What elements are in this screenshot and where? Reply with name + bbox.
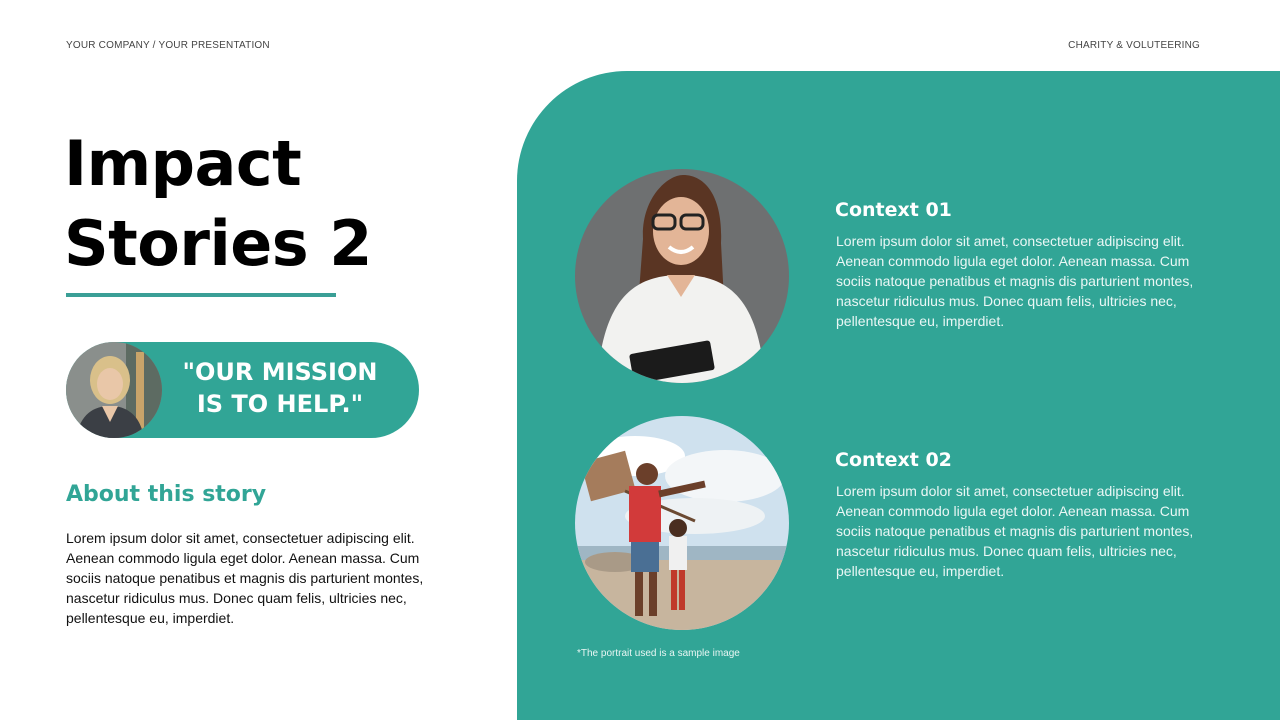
header-topic: CHARITY & VOLUTEERING xyxy=(1068,40,1200,51)
mission-line-1: "OUR MISSION xyxy=(182,358,378,386)
page-title xyxy=(64,124,494,284)
header-company: YOUR COMPANY / YOUR PRESENTATION xyxy=(66,40,270,51)
mission-line-2: IS TO HELP." xyxy=(196,390,364,418)
context-01-heading: Context 01 xyxy=(835,199,952,221)
title-line-2: Stories 2 xyxy=(64,207,372,280)
context-02-heading: Context 02 xyxy=(835,449,952,471)
portrait-woman-image xyxy=(575,169,789,383)
context-01-body: Lorem ipsum dolor sit amet, consectetuer adipiscing elit. Aenean commodo ligula eget dolor. Aenean massa. Cum sociis natoque penatibus et magnis dis parturient montes, nascetur ridiculus mus. Donec quam felis, ultricies nec, pellentesque eu, imperdiet. xyxy=(836,233,1194,329)
beach-volunteers-image xyxy=(575,416,789,630)
image-footnote: *The portrait used is a sample image xyxy=(577,648,740,659)
mission-quote xyxy=(160,356,400,420)
about-heading: About this story xyxy=(66,482,267,507)
about-body: Lorem ipsum dolor sit amet, consectetuer adipiscing elit. Aenean commodo ligula eget dolor. Aenean massa. Cum sociis natoque penatibus et magnis dis parturient montes, nascetur ridiculus mus. Donec quam felis, ultricies nec, pellentesque eu, imperdiet. xyxy=(66,530,424,626)
context-02-body: Lorem ipsum dolor sit amet, consectetuer adipiscing elit. Aenean commodo ligula eget dolor. Aenean massa. Cum sociis natoque penatibus et magnis dis parturient montes, nascetur ridiculus mus. Donec quam felis, ultricies nec, pellentesque eu, imperdiet. xyxy=(836,483,1194,579)
avatar xyxy=(66,342,162,438)
title-line-1: Impact xyxy=(64,127,302,200)
title-divider xyxy=(66,293,336,297)
teal-panel xyxy=(517,71,1280,720)
